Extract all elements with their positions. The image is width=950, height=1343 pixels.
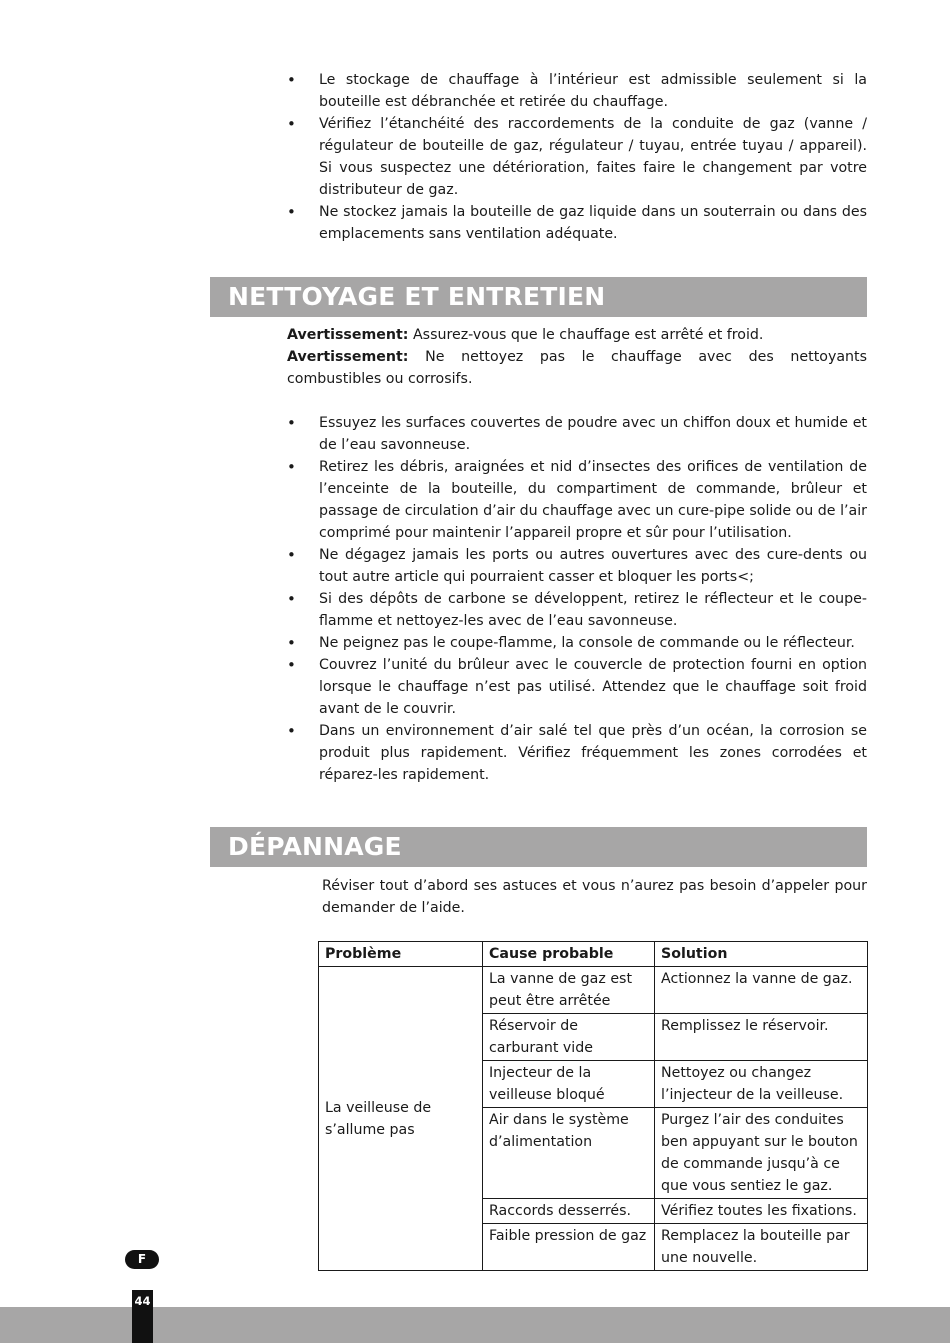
list-item: • Vérifiez l’étanchéité des raccordements de la conduite de gaz (vanne / régulateur de bouteille de gaz, régulateur / tuyau, entrée tuyau / appareil). Si vous suspectez une détérioration, faites faire le changement par votre distributeur de gaz. <box>287 113 867 201</box>
section-heading-troubleshooting: DÉPANNAGE <box>210 827 867 867</box>
solution-cell: Actionnez la vanne de gaz. <box>655 967 868 1014</box>
problem-cell: La veilleuse de s’allume pas <box>319 967 483 1271</box>
cause-cell: Air dans le système d’alimentation <box>483 1108 655 1199</box>
cleaning-warnings <box>287 324 867 390</box>
section-heading-cleaning: NETTOYAGE ET ENTRETIEN <box>210 277 867 317</box>
table-header-row <box>319 942 868 967</box>
list-item: • Ne peignez pas le coupe-flamme, la console de commande ou le réflecteur. <box>287 632 867 654</box>
solution-cell: Purgez l’air des conduites ben appuyant sur le bouton de commande jusqu’à ce que vous sentiez le gaz. <box>655 1108 868 1199</box>
language-badge: F <box>125 1250 159 1269</box>
cause-cell: Injecteur de la veilleuse bloqué <box>483 1061 655 1108</box>
troubleshooting-table <box>318 941 868 1271</box>
list-item: • Si des dépôts de carbone se développent, retirez le réflecteur et le coupe-flamme et nettoyez-les avec de l’eau savonneuse. <box>287 588 867 632</box>
warning-line <box>287 324 867 346</box>
column-header-problem: Problème <box>319 942 483 967</box>
column-header-solution: Solution <box>655 942 868 967</box>
list-item: • Couvrez l’unité du brûleur avec le couvercle de protection fourni en option lorsque le chauffage n’est pas utilisé. Attendez que le chauffage soit froid avant de le couvrir. <box>287 654 867 720</box>
list-item: • Dans un environnement d’air salé tel que près d’un océan, la corrosion se produit plus rapidement. Vérifiez fréquemment les zones corrodées et réparez-les rapidement. <box>287 720 867 786</box>
warning-text: Assurez-vous que le chauffage est arrêté et froid. <box>408 327 764 343</box>
warning-text: Ne nettoyez pas le chauffage avec des nettoyants combustibles ou corrosifs. <box>287 349 867 387</box>
table-row <box>319 967 868 1014</box>
column-header-cause: Cause probable <box>483 942 655 967</box>
list-item: • Le stockage de chauffage à l’intérieur est admissible seulement si la bouteille est débranchée et retirée du chauffage. <box>287 69 867 113</box>
solution-cell: Remplissez le réservoir. <box>655 1014 868 1061</box>
warning-line <box>287 346 867 390</box>
cause-cell: Faible pression de gaz <box>483 1224 655 1271</box>
warning-label: Avertissement: <box>287 349 409 365</box>
solution-cell: Nettoyez ou changez l’injecteur de la veilleuse. <box>655 1061 868 1108</box>
solution-cell: Remplacez la bouteille par une nouvelle. <box>655 1224 868 1271</box>
cleaning-bullet-list <box>287 412 867 786</box>
storage-bullet-list <box>287 69 867 245</box>
list-item: • Ne dégagez jamais les ports ou autres ouvertures avec des cure-dents ou tout autre article qui pourraient casser et bloquer les ports<; <box>287 544 867 588</box>
page-number: 44 <box>132 1290 153 1343</box>
list-item: • Essuyez les surfaces couvertes de poudre avec un chiffon doux et humide et de l’eau savonneuse. <box>287 412 867 456</box>
cause-cell: La vanne de gaz est peut être arrêtée <box>483 967 655 1014</box>
troubleshooting-intro: Réviser tout d’abord ses astuces et vous n’aurez pas besoin d’appeler pour demander de l’aide. <box>322 878 867 916</box>
warning-label: Avertissement: <box>287 327 409 343</box>
cause-cell: Raccords desserrés. <box>483 1199 655 1224</box>
list-item: • Ne stockez jamais la bouteille de gaz liquide dans un souterrain ou dans des emplacements sans ventilation adéquate. <box>287 201 867 245</box>
list-item: • Retirez les débris, araignées et nid d’insectes des orifices de ventilation de l’enceinte de la bouteille, du compartiment de commande, brûleur et passage de circulation d’air du chauffage avec un cure-pipe solide ou de l’air comprimé pour maintenir l’appareil propre et sûr pour l’utilisation. <box>287 456 867 544</box>
cause-cell: Réservoir de carburant vide <box>483 1014 655 1061</box>
solution-cell: Vérifiez toutes les fixations. <box>655 1199 868 1224</box>
